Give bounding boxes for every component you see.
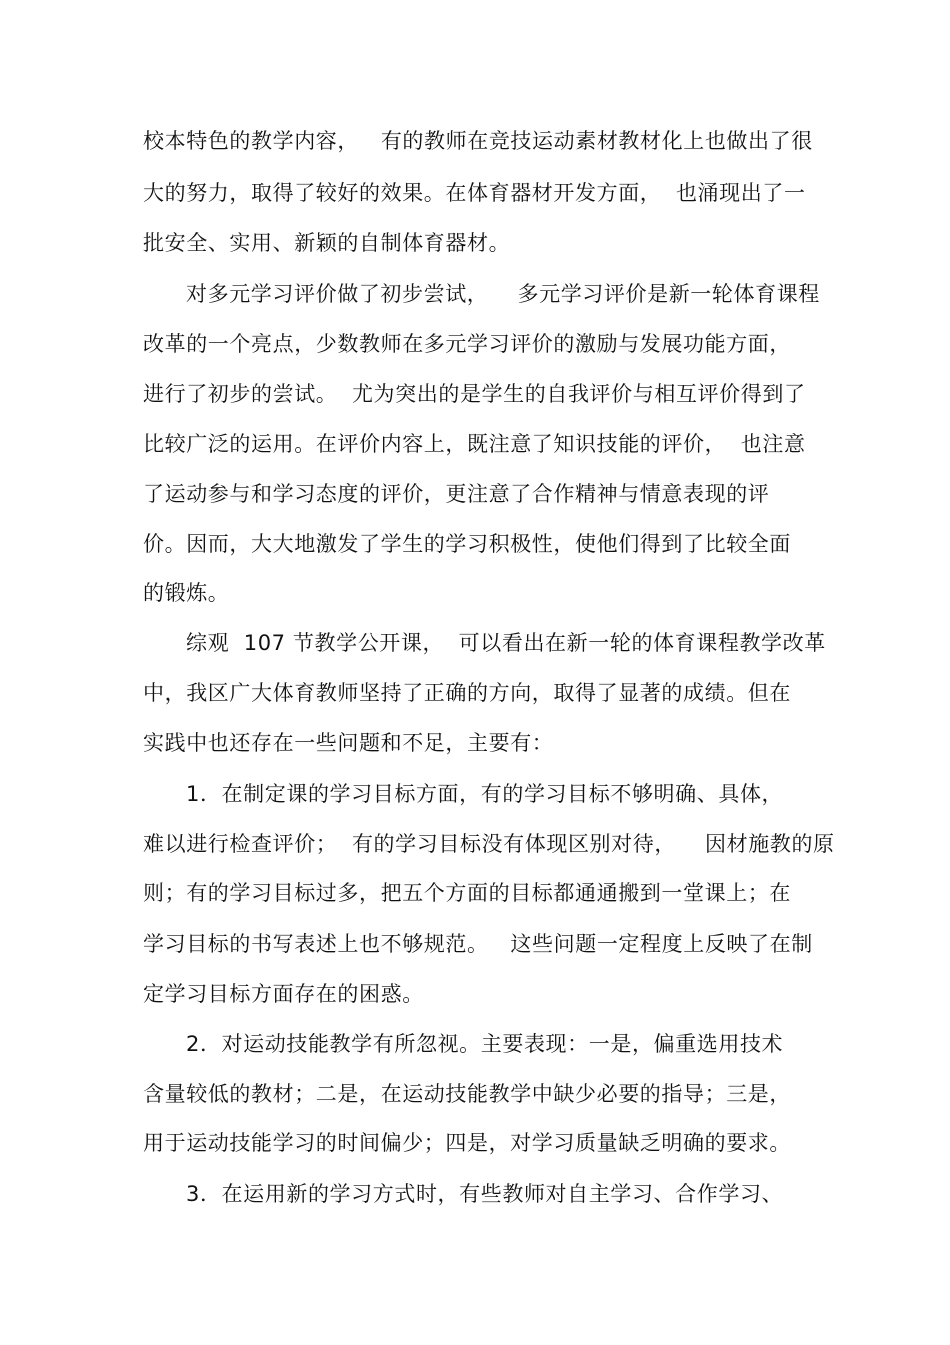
paragraph-first-line: 对多元学习评价做了初步尝试， 多元学习评价是新一轮体育课程 (186, 282, 820, 306)
text-line: 学习目标的书写表述上也不够规范。 这些问题一定程度上反映了在制 (143, 932, 813, 956)
text-line: 比较广泛的运用。在评价内容上，既注意了知识技能的评价， 也注意 (143, 432, 806, 456)
text-line: 价。因而，大大地激发了学生的学习积极性，使他们得到了比较全面 (143, 532, 791, 556)
text-line: 则；有的学习目标过多，把五个方面的目标都通通搬到一堂课上；在 (143, 881, 791, 905)
text-line: 用于运动技能学习的时间偏少；四是，对学习质量缺乏明确的要求。 (143, 1131, 791, 1155)
text-line: 实践中也还存在一些问题和不足，主要有： (143, 731, 554, 755)
text-line: 难以进行检查评价； 有的学习目标没有体现区别对待， 因材施教的原 (143, 832, 835, 856)
list-item-first-line: 1．在制定课的学习目标方面，有的学习目标不够明确、具体， (186, 782, 784, 806)
text-line: 校本特色的教学内容， 有的教师在竞技运动素材教材化上也做出了很 (143, 129, 813, 153)
list-item-first-line: 3．在运用新的学习方式时，有些教师对自主学习、合作学习、 (186, 1182, 784, 1206)
paragraph-first-line: 综观 107 节教学公开课， 可以看出在新一轮的体育课程教学改革 (186, 631, 826, 655)
text-line: 的锻炼。 (143, 581, 230, 605)
text-line: 含量较低的教材；二是，在运动技能教学中缺少必要的指导；三是， (143, 1082, 791, 1106)
text-line: 定学习目标方面存在的困惑。 (143, 982, 424, 1006)
text-line: 改革的一个亮点，少数教师在多元学习评价的激励与发展功能方面， (143, 332, 791, 356)
text-line: 进行了初步的尝试。 尤为突出的是学生的自我评价与相互评价得到了 (143, 382, 806, 406)
text-line: 中，我区广大体育教师坚持了正确的方向，取得了显著的成绩。但在 (143, 681, 791, 705)
text-line: 了运动参与和学习态度的评价，更注意了合作精神与情意表现的评 (143, 482, 770, 506)
list-item-first-line: 2．对运动技能教学有所忽视。主要表现：一是，偏重选用技术 (186, 1032, 784, 1056)
text-line: 批安全、实用、新颖的自制体育器材。 (143, 231, 511, 255)
text-line: 大的努力，取得了较好的效果。在体育器材开发方面， 也涌现出了一 (143, 181, 806, 205)
